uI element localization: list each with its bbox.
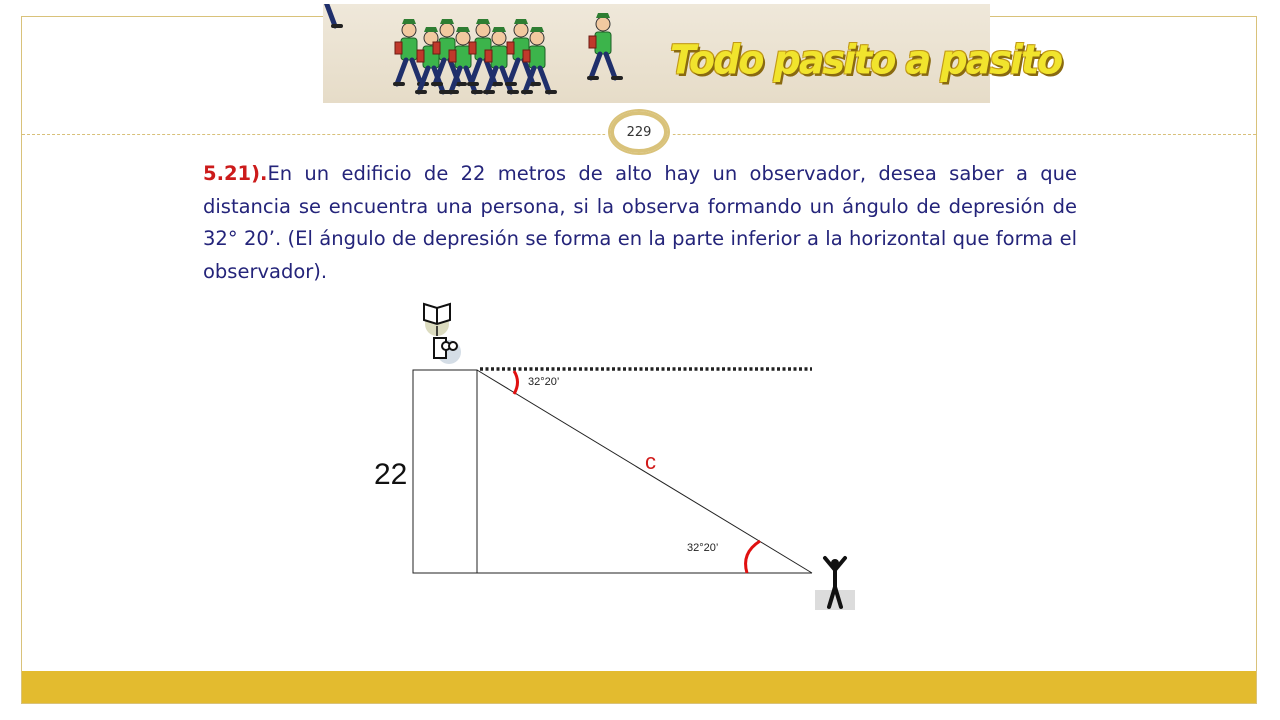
person-silhouette-icon bbox=[815, 553, 855, 610]
building bbox=[413, 370, 477, 573]
hypotenuse-label: c bbox=[645, 449, 656, 474]
page-number: 229 bbox=[626, 124, 652, 140]
angle-label-bottom: 32°20’ bbox=[687, 542, 719, 554]
angle-arc-top bbox=[514, 371, 518, 394]
angle-arc-bottom bbox=[746, 541, 760, 573]
angle-label-top: 32°20’ bbox=[528, 376, 560, 388]
observer-reading-icon bbox=[424, 304, 461, 364]
height-label: 22 bbox=[374, 458, 408, 491]
banner-title: Todo pasito a pasito bbox=[670, 36, 1062, 84]
problem-number: 5.21). bbox=[203, 162, 268, 185]
problem-text: En un edificio de 22 metros de alto hay un observador, desea saber a que distancia se encuentra una persona, si la observa formando un ángulo de depresión de 32° 20’. (El ángulo de depresión se forma en la parte inferior a la horizontal que forma el observador). bbox=[203, 162, 1077, 283]
